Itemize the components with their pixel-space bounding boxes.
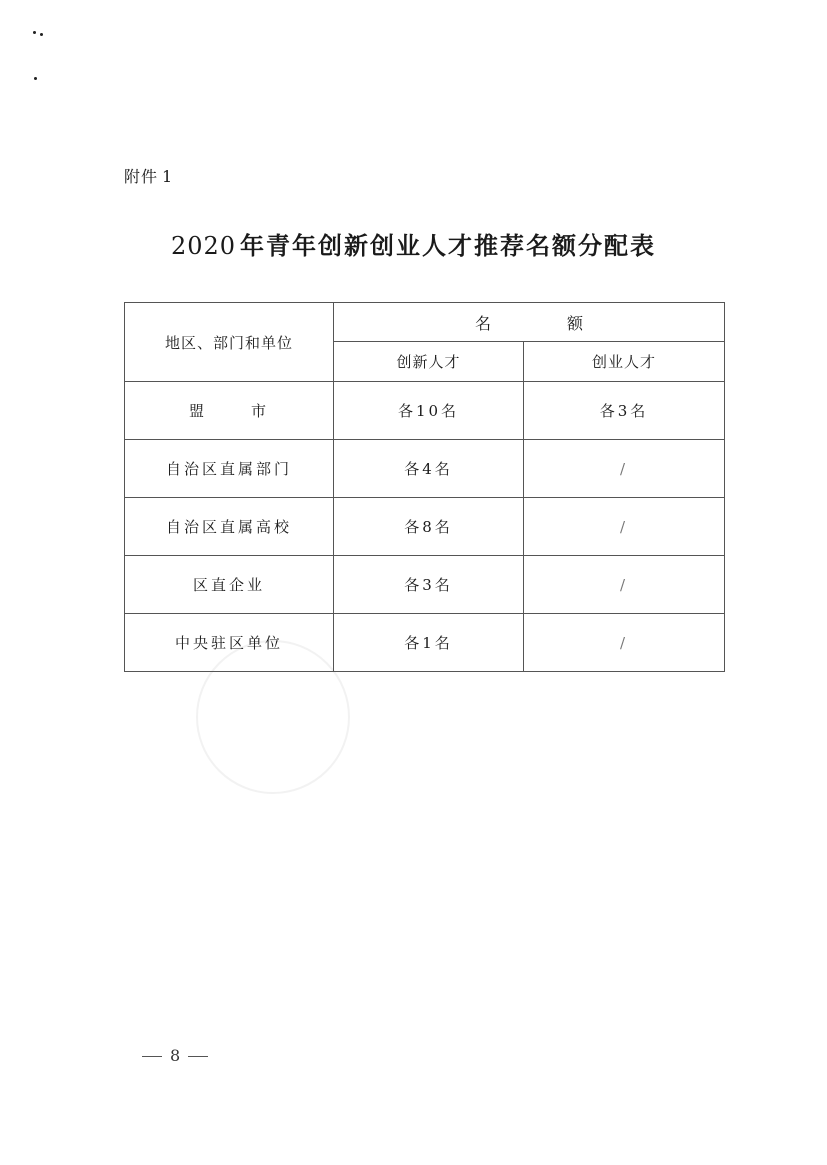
page-number-text: 8 bbox=[170, 1046, 181, 1065]
attachment-text: 附件 bbox=[124, 167, 159, 186]
innovation-cell: 各1名 bbox=[334, 614, 524, 672]
entrepreneurship-cell: / bbox=[524, 440, 725, 498]
innovation-cell: 各10名 bbox=[334, 382, 524, 440]
scan-speck bbox=[34, 77, 37, 80]
innovation-cell: 各8名 bbox=[334, 498, 524, 556]
table-row bbox=[125, 614, 725, 672]
page-rule-left bbox=[142, 1056, 162, 1057]
table-header-row bbox=[125, 303, 725, 342]
innovation-cell: 各3名 bbox=[334, 556, 524, 614]
header-region: 地区、部门和单位 bbox=[125, 303, 334, 382]
header-quota-char: 名 bbox=[474, 313, 491, 333]
region-char: 市 bbox=[251, 402, 270, 420]
attachment-number: 1 bbox=[162, 167, 174, 186]
header-quota-char: 额 bbox=[567, 313, 584, 333]
title-year: 2020 bbox=[170, 232, 237, 260]
region-char: 盟 bbox=[188, 402, 207, 420]
entrepreneurship-cell: / bbox=[524, 556, 725, 614]
entrepreneurship-cell: / bbox=[524, 498, 725, 556]
header-innovation: 创新人才 bbox=[334, 342, 524, 382]
title-text: 年青年创新创业人才推荐名额分配表 bbox=[240, 232, 657, 260]
entrepreneurship-cell: 各3名 bbox=[524, 382, 725, 440]
table-row bbox=[125, 498, 725, 556]
page-rule-right bbox=[188, 1056, 208, 1057]
scan-speck bbox=[40, 33, 43, 36]
innovation-cell: 各4名 bbox=[334, 440, 524, 498]
scan-speck bbox=[33, 31, 36, 34]
table-row bbox=[125, 382, 725, 440]
header-quota bbox=[334, 303, 725, 342]
region-cell: 中央驻区单位 bbox=[125, 614, 334, 672]
region-cell: 自治区直属高校 bbox=[125, 498, 334, 556]
region-cell bbox=[125, 382, 334, 440]
entrepreneurship-cell: / bbox=[524, 614, 725, 672]
region-cell: 区直企业 bbox=[125, 556, 334, 614]
attachment-label bbox=[124, 164, 173, 187]
table-row bbox=[125, 440, 725, 498]
document-title bbox=[0, 226, 827, 261]
table-row bbox=[125, 556, 725, 614]
quota-allocation-table bbox=[124, 302, 725, 672]
page-number bbox=[134, 1046, 216, 1065]
region-cell: 自治区直属部门 bbox=[125, 440, 334, 498]
header-entrepreneurship: 创业人才 bbox=[524, 342, 725, 382]
